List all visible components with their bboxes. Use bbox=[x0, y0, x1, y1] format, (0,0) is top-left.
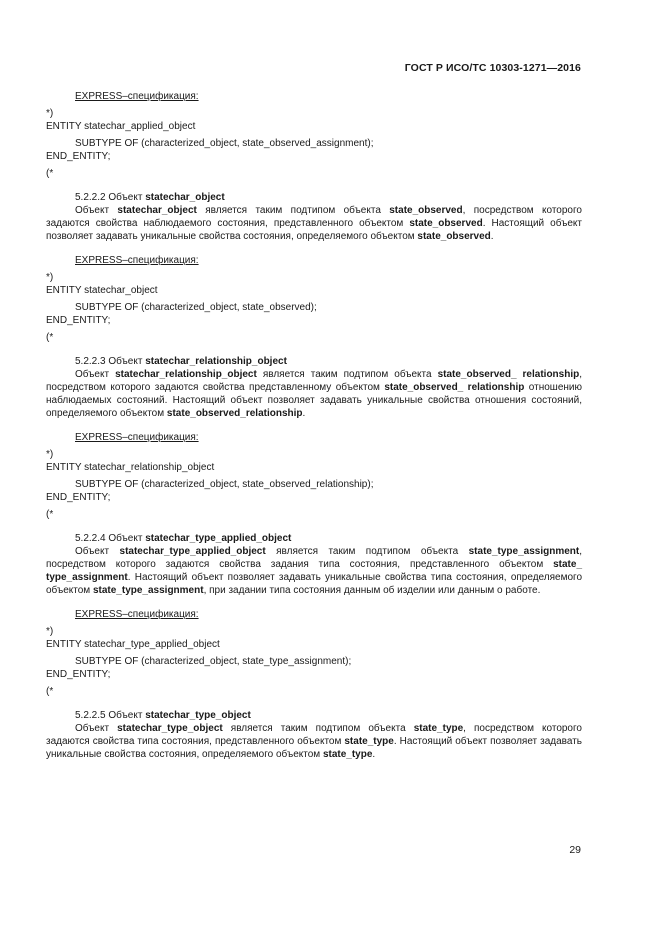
end-entity-line: END_ENTITY; bbox=[46, 492, 111, 503]
code-close: (* bbox=[46, 509, 54, 520]
end-entity-line: END_ENTITY; bbox=[46, 151, 111, 162]
section-paragraph: Объект statechar_type_applied_object является таким подтипом объекта state_type_assignment, посредством которого задаются свойства задания типа состояния, представленного объектом state_ type_assignment. Настоящий объект позволяет задавать уникальные свойства типа состояния, определяемого объектом state_type_assignment, при задании типа состояния данным об изделии или данным о работе. bbox=[46, 546, 582, 596]
page-number: 29 bbox=[569, 844, 581, 856]
subtype-line: SUBTYPE OF (characterized_object, state_observed); bbox=[75, 302, 317, 313]
entity-line: ENTITY statechar_object bbox=[46, 285, 158, 296]
code-close: (* bbox=[46, 168, 54, 179]
document-header: ГОСТ Р ИСО/ТС 10303-1271—2016 bbox=[404, 62, 581, 74]
code-open: *) bbox=[46, 449, 54, 460]
entity-line: ENTITY statechar_type_applied_object bbox=[46, 639, 220, 650]
section-paragraph: Объект statechar_type_object является таким подтипом объекта state_type, посредством которого задаются свойства типа состояния, представленного объектом state_type. Настоящий объект позволяет задавать уникальные свойства состояния, определяемого объектом state_type. bbox=[46, 723, 583, 760]
entity-line: ENTITY statechar_relationship_object bbox=[46, 462, 215, 473]
subtype-line: SUBTYPE OF (characterized_object, state_type_assignment); bbox=[75, 656, 352, 667]
code-close: (* bbox=[46, 686, 54, 697]
express-label: EXPRESS–спецификация: bbox=[75, 255, 199, 266]
document-body bbox=[46, 90, 582, 761]
code-open: *) bbox=[46, 626, 54, 637]
express-label: EXPRESS–спецификация: bbox=[75, 432, 199, 443]
code-open: *) bbox=[46, 108, 54, 119]
code-close: (* bbox=[46, 332, 54, 343]
section-paragraph: Объект statechar_object является таким подтипом объекта state_observed, посредством которого задаются свойства наблюдаемого состояния, представленного объектом state_observed. Настоящий объект позволяет задавать уникальные свойства состояния, определяемого объектом state_observed. bbox=[46, 205, 582, 242]
subtype-line: SUBTYPE OF (characterized_object, state_observed_relationship); bbox=[75, 479, 374, 490]
section-heading: 5.2.2.5 Объект statechar_type_object bbox=[75, 710, 251, 721]
code-open: *) bbox=[46, 272, 54, 283]
section-heading: 5.2.2.3 Объект statechar_relationship_object bbox=[75, 356, 287, 367]
end-entity-line: END_ENTITY; bbox=[46, 315, 111, 326]
entity-line: ENTITY statechar_applied_object bbox=[46, 121, 196, 132]
end-entity-line: END_ENTITY; bbox=[46, 669, 111, 680]
section-heading: 5.2.2.2 Объект statechar_object bbox=[75, 192, 225, 203]
express-label: EXPRESS–спецификация: bbox=[75, 91, 199, 102]
subtype-line: SUBTYPE OF (characterized_object, state_observed_assignment); bbox=[75, 138, 374, 149]
express-label: EXPRESS–спецификация: bbox=[75, 609, 199, 620]
section-heading: 5.2.2.4 Объект statechar_type_applied_object bbox=[75, 533, 292, 544]
section-paragraph: Объект statechar_relationship_object является таким подтипом объекта state_observed_ relationship, посредством которого задаются свойства представленному объектом state_observed_ relationship отношению наблюдаемых состояний. Настоящий объект позволяет задавать уникальные свойства отношения состояний, определяемого объектом state_observed_relationship. bbox=[46, 369, 582, 419]
